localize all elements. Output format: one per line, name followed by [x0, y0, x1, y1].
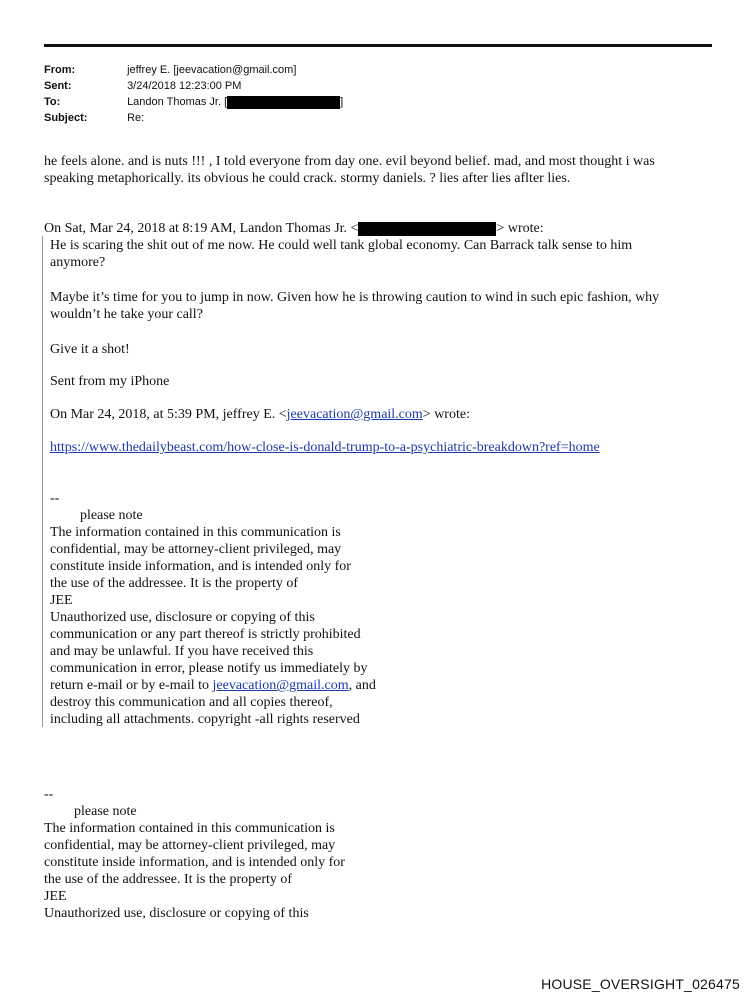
body-line: he feels alone. and is nuts !!! , I told everyone from day one. evil beyond belief. mad, and most thought i was: [44, 154, 655, 169]
quote-bar: [42, 236, 43, 727]
sent-label: Sent:: [44, 80, 72, 92]
dashes: --: [50, 491, 60, 506]
sent-row: [44, 78, 343, 94]
redaction-bar: [227, 96, 340, 109]
quoted-line: Sent from my iPhone: [50, 374, 170, 389]
disclaimer-line: the use of the addressee. It is the property of: [44, 872, 293, 887]
disclaimer-line: constitute inside information, and is intended only for: [44, 855, 345, 870]
please-note: please note: [74, 804, 137, 819]
disclaimer-line: The information contained in this communication is: [50, 525, 341, 540]
nested-intro: [50, 406, 470, 423]
email-link[interactable]: jeevacation@gmail.com: [286, 407, 423, 422]
nested-intro-text: > wrote:: [422, 407, 470, 422]
disclaimer-line: [50, 677, 376, 694]
quoted-line: wouldn’t he take your call?: [50, 307, 203, 322]
quoted-line: anymore?: [50, 255, 106, 270]
disclaimer-line: communication in error, please notify us immediately by: [50, 661, 368, 676]
reply-intro: [44, 220, 544, 237]
nested-intro-text: On Mar 24, 2018, at 5:39 PM, jeffrey E. <: [50, 407, 287, 422]
disclaimer-line: communication or any part thereof is strictly prohibited: [50, 627, 361, 642]
to-label: To:: [44, 96, 61, 108]
from-value: jeffrey E. [jeevacation@gmail.com]: [127, 64, 297, 76]
disclaimer-line: confidential, may be attorney-client privileged, may: [50, 542, 342, 557]
disclaimer-text: return e-mail or by e-mail to: [50, 678, 213, 693]
subject-label: Subject:: [44, 112, 88, 124]
to-row: [44, 94, 343, 110]
top-rule: [44, 44, 712, 47]
email-link[interactable]: jeevacation@gmail.com: [212, 678, 349, 693]
disclaimer-1: [50, 490, 376, 728]
disclaimer-line: constitute inside information, and is intended only for: [50, 559, 351, 574]
redaction-bar: [358, 222, 496, 236]
body-line: speaking metaphorically. its obvious he could crack. stormy daniels. ? lies after lies aflter lies.: [44, 171, 571, 186]
reply-intro-text: On Sat, Mar 24, 2018 at 8:19 AM, Landon Thomas Jr. <: [44, 221, 359, 236]
message-body: [44, 153, 655, 187]
please-note: please note: [80, 508, 143, 523]
disclaimer-line: destroy this communication and all copies thereof,: [50, 695, 333, 710]
disclaimer-line: the use of the addressee. It is the property of: [50, 576, 299, 591]
dashes: --: [44, 787, 54, 802]
sent-value: 3/24/2018 12:23:00 PM: [127, 80, 242, 92]
disclaimer-2: [44, 786, 345, 922]
disclaimer-line: Unauthorized use, disclosure or copying of this: [50, 610, 315, 625]
disclaimer-line: JEE: [50, 593, 73, 608]
quoted-paragraph: [50, 237, 632, 271]
quoted-line: He is scaring the shit out of me now. He could well tank global economy. Can Barrack talk sense to him: [50, 238, 633, 253]
article-link[interactable]: [50, 439, 600, 456]
quoted-paragraph: [50, 289, 659, 323]
email-header: [44, 62, 343, 126]
disclaimer-line: confidential, may be attorney-client privileged, may: [44, 838, 336, 853]
disclaimer-text: , and: [348, 678, 376, 693]
to-close-bracket: ]: [340, 96, 344, 108]
disclaimer-line: and may be unlawful. If you have received this: [50, 644, 314, 659]
disclaimer-line: JEE: [44, 889, 67, 904]
disclaimer-line: The information contained in this communication is: [44, 821, 335, 836]
disclaimer-line: including all attachments. copyright -all rights reserved: [50, 712, 360, 727]
reply-intro-text: > wrote:: [496, 221, 544, 236]
to-value: Landon Thomas Jr. [: [127, 96, 228, 108]
subject-value: Re:: [127, 112, 145, 124]
quoted-line: Maybe it’s time for you to jump in now. Given how he is throwing caution to wind in such epic fashion, why: [50, 290, 660, 305]
disclaimer-line: Unauthorized use, disclosure or copying of this: [44, 906, 309, 921]
from-label: From:: [44, 64, 76, 76]
article-link-text[interactable]: https://www.thedailybeast.com/how-close-is-donald-trump-to-a-psychiatric-breakdown?ref=home: [50, 440, 600, 455]
quoted-line: Give it a shot!: [50, 342, 130, 357]
subject-row: [44, 110, 343, 126]
bates-number: HOUSE_OVERSIGHT_026475: [541, 976, 740, 992]
from-row: [44, 62, 343, 78]
